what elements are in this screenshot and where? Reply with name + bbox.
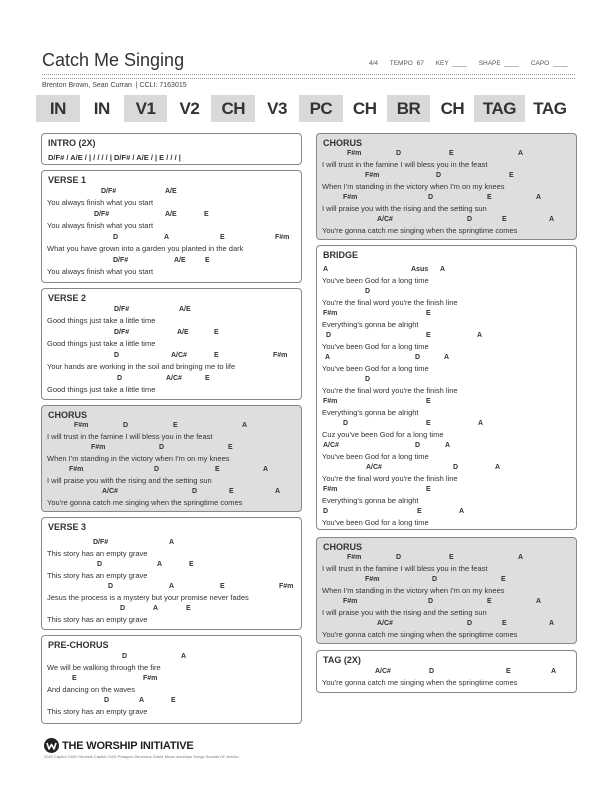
chord: A/C#: [171, 352, 187, 359]
chord: D: [396, 554, 402, 561]
chord: A/E: [165, 211, 177, 218]
chord: D: [428, 598, 434, 605]
verse2-section: [41, 288, 302, 400]
chord: D: [192, 488, 198, 495]
chord: E: [171, 697, 176, 704]
chord: D: [122, 653, 128, 660]
flow-cell: V2: [179, 98, 200, 118]
lyric-line: Jesus the process is a mystery but your promise never fades: [47, 593, 249, 602]
lyric-line: This story has an empty grave: [47, 571, 148, 580]
chord: A: [325, 354, 331, 361]
chord: F#m: [343, 194, 358, 201]
chord: Asus: [411, 266, 429, 273]
chord: F#m: [279, 583, 294, 590]
lyric-line: You're the final word you're the finish line: [322, 386, 458, 395]
chord: E: [189, 561, 194, 568]
section-title: CHORUS: [48, 410, 88, 420]
chord: F#m: [275, 234, 290, 241]
chord: D/F#: [114, 306, 130, 313]
section-title: PRE-CHORUS: [48, 640, 109, 650]
chord: A: [478, 420, 484, 427]
flow-cell: IN: [93, 98, 110, 118]
chord: A: [157, 561, 163, 568]
section-title: TAG (2X): [323, 655, 361, 665]
lyric-line: Your hands are working in the soil and bringing me to life: [47, 362, 236, 371]
divider: [42, 74, 575, 75]
chord: E: [214, 329, 219, 336]
chord: D/F#: [94, 211, 110, 218]
chord: D: [365, 376, 371, 383]
flow-cell: TAG: [474, 95, 524, 122]
chord: A/C#: [323, 442, 339, 449]
lyric-line: Cuz you've been God for a long time: [322, 430, 444, 439]
lyric-line: What you have grown into a garden you planted in the dark: [47, 244, 244, 253]
chord: A: [445, 442, 451, 449]
chord: D/F#: [101, 188, 117, 195]
chord: D/F#: [114, 329, 130, 336]
chord: A/C#: [366, 464, 382, 471]
chord: D: [432, 576, 438, 583]
chord: F#m: [343, 598, 358, 605]
lyric-line: You're gonna catch me singing when the springtime comes: [322, 678, 518, 687]
ccli-number: | CCLI: 7163015: [135, 82, 187, 89]
tempo: TEMPO 67: [389, 60, 424, 67]
chord: F#m: [91, 444, 106, 451]
chord: F#m: [347, 150, 362, 157]
chord: E: [205, 375, 210, 382]
chord: A: [444, 354, 450, 361]
section-title: VERSE 2: [48, 293, 87, 303]
chord: A: [551, 668, 557, 675]
chord: E: [502, 216, 507, 223]
chord: D: [117, 375, 123, 382]
chord: D: [114, 352, 120, 359]
flow-cell: CH: [211, 95, 255, 122]
divider: [42, 78, 575, 79]
chord: A: [440, 266, 446, 273]
chord: E: [72, 675, 77, 682]
chord: E: [426, 332, 431, 339]
chord: D: [108, 583, 114, 590]
flow-cell: CH: [440, 98, 465, 118]
chord: A/C#: [377, 620, 393, 627]
lyric-line: Everything's gonna be alright: [322, 408, 419, 417]
chord: A: [164, 234, 170, 241]
song-meta: [369, 60, 576, 67]
chord: E: [487, 598, 492, 605]
chord: A: [459, 508, 465, 515]
chord: D/F#: [113, 257, 129, 264]
time-signature: 4/4: [369, 60, 379, 67]
lyric-line: You've been God for a long time: [322, 518, 429, 527]
chord: A: [263, 466, 269, 473]
chord: F#m: [273, 352, 288, 359]
worship-initiative-logo-icon: [44, 738, 59, 753]
chord: E: [204, 211, 209, 218]
verse3-section: [41, 517, 302, 630]
lyric-line: You've been God for a long time: [322, 342, 429, 351]
lyric-line: Good things just take a little time: [47, 316, 156, 325]
lyric-line: When I'm standing in the victory when I'm on my knees: [322, 586, 505, 595]
chord: A: [139, 697, 145, 704]
chord: A: [536, 598, 542, 605]
chord: D: [415, 354, 421, 361]
lyric-line: I will trust in the famine I will bless you in the feast: [47, 432, 213, 441]
section-title: INTRO (2X): [48, 138, 96, 148]
chord: A/E: [165, 188, 177, 195]
lyric-line: This story has an empty grave: [47, 549, 148, 558]
chorus-section: [316, 537, 577, 644]
lyric-line: When I'm standing in the victory when I'm on my knees: [322, 182, 505, 191]
chord: D: [428, 194, 434, 201]
chord: E: [509, 172, 514, 179]
chord: D: [467, 216, 473, 223]
chord: D: [323, 508, 329, 515]
song-title: Catch Me Singing: [42, 50, 185, 70]
lyric-line: You've been God for a long time: [322, 276, 429, 285]
lyric-line: You always finish what you start: [47, 198, 154, 207]
chord: A: [549, 620, 555, 627]
chord: D: [436, 172, 442, 179]
chord: E: [426, 486, 431, 493]
authors-names: Brenton Brown, Sean Curran: [42, 82, 132, 89]
lyric-line: I will trust in the famine I will bless you in the feast: [322, 564, 488, 573]
lyric-line: You're gonna catch me singing when the springtime comes: [322, 630, 518, 639]
chord: F#m: [323, 310, 338, 317]
chord: F#m: [74, 422, 89, 429]
flow-cell: V1: [124, 95, 168, 122]
intro-section: [41, 133, 302, 165]
brand-name: THE WORSHIP INITIATIVE: [62, 739, 194, 752]
song-authors: [42, 82, 187, 89]
lyric-line: You're the final word you're the finish line: [322, 474, 458, 483]
chorus-section: [41, 405, 302, 512]
chord: A: [275, 488, 281, 495]
chord: A: [169, 583, 175, 590]
chord: F#m: [347, 554, 362, 561]
chord: D: [415, 442, 421, 449]
chord: E: [205, 257, 210, 264]
flow-cell: CH: [352, 98, 377, 118]
copyright-notice: 2020 Capitol CMG Genesis Capitol CMG Paragon Generous Grace Music worships Songs Sounds Of Jericho: [44, 754, 239, 759]
chorus-section: [316, 133, 577, 240]
lyric-line: You're the final word you're the finish line: [322, 298, 458, 307]
key-field: KEY ____: [435, 60, 467, 67]
chord: A: [536, 194, 542, 201]
lyric-line: When I'm standing in the victory when I'm on my knees: [47, 454, 230, 463]
chord: A/C#: [377, 216, 393, 223]
chord: D: [429, 668, 435, 675]
lyric-line: And dancing on the waves: [47, 685, 135, 694]
lyric-line: This story has an empty grave: [47, 615, 148, 624]
chord: D: [120, 605, 126, 612]
brand-logo: [44, 738, 193, 753]
chord: A: [181, 653, 187, 660]
chord: E: [506, 668, 511, 675]
song-flow-bar: [36, 95, 575, 122]
chord: D: [453, 464, 459, 471]
chord: E: [229, 488, 234, 495]
flow-cell: V3: [267, 98, 287, 118]
chord: D: [154, 466, 160, 473]
lyric-line: You're gonna catch me singing when the springtime comes: [322, 226, 518, 235]
chord: E: [220, 583, 225, 590]
lyric-line: I will praise you with the rising and the setting sun: [322, 608, 487, 617]
chord: A: [169, 539, 175, 546]
lyric-line: I will praise you with the rising and the setting sun: [322, 204, 487, 213]
chord: E: [502, 620, 507, 627]
chord: F#m: [143, 675, 158, 682]
chord: D: [467, 620, 473, 627]
flow-cell: TAG: [533, 98, 567, 118]
chord: A/C#: [166, 375, 182, 382]
chord: D/F#: [93, 539, 109, 546]
chord: E: [487, 194, 492, 201]
tag-section: [316, 650, 577, 693]
lyric-line: You always finish what you start: [47, 221, 154, 230]
flow-cell: IN: [36, 95, 80, 122]
capo-field: CAPO ____: [530, 60, 568, 67]
chord: D: [396, 150, 402, 157]
chord: D: [343, 420, 349, 427]
chord: A: [495, 464, 501, 471]
chord: A: [518, 554, 524, 561]
lyric-line: You're gonna catch me singing when the springtime comes: [47, 498, 243, 507]
lyric-line: Good things just take a little time: [47, 339, 156, 348]
chord: E: [426, 420, 431, 427]
chord: A: [477, 332, 483, 339]
chord: A/C#: [102, 488, 118, 495]
chord: E: [426, 310, 431, 317]
chord: A/C#: [375, 668, 391, 675]
chord: A: [518, 150, 524, 157]
chord: F#m: [323, 486, 338, 493]
chord: A: [153, 605, 159, 612]
chord: F#m: [365, 172, 380, 179]
chord: E: [173, 422, 178, 429]
bridge-section: [316, 245, 577, 530]
chord: A/E: [179, 306, 191, 313]
section-title: VERSE 1: [48, 175, 87, 185]
chord: A/E: [174, 257, 186, 264]
lyric-line: We will be walking through the fire: [47, 663, 161, 672]
chord: E: [215, 466, 220, 473]
verse1-section: [41, 170, 302, 283]
chord: A: [323, 266, 329, 273]
flow-cell: BR: [387, 95, 431, 122]
chord: E: [449, 150, 454, 157]
chord: E: [228, 444, 233, 451]
intro-chord-line: D/F# / A/E / | / / / / | D/F# / A/E / | E / / / |: [48, 153, 181, 162]
chord: A: [549, 216, 555, 223]
chord: D: [113, 234, 119, 241]
chord: D: [365, 288, 371, 295]
lyric-line: You've been God for a long time: [322, 452, 429, 461]
chord: E: [501, 576, 506, 583]
lyric-line: You always finish what you start: [47, 267, 154, 276]
lyric-line: This story has an empty grave: [47, 707, 148, 716]
chord: E: [220, 234, 225, 241]
chord: E: [186, 605, 191, 612]
chord: D: [97, 561, 103, 568]
flow-cell: PC: [299, 95, 343, 122]
lyric-line: Good things just take a little time: [47, 385, 156, 394]
lyric-line: You've been God for a long time: [322, 364, 429, 373]
chord: E: [417, 508, 422, 515]
chord: D: [159, 444, 165, 451]
chord: A/E: [177, 329, 189, 336]
chord: D: [123, 422, 129, 429]
section-title: BRIDGE: [323, 250, 359, 260]
prechorus-section: [41, 635, 302, 724]
section-title: VERSE 3: [48, 522, 87, 532]
lyric-line: Everything's gonna be alright: [322, 320, 419, 329]
lyric-line: I will praise you with the rising and the setting sun: [47, 476, 212, 485]
chord: A: [242, 422, 248, 429]
lyric-line: I will trust in the famine I will bless you in the feast: [322, 160, 488, 169]
section-title: CHORUS: [323, 138, 363, 148]
chord: E: [214, 352, 219, 359]
chord: D: [104, 697, 110, 704]
chord: F#m: [69, 466, 84, 473]
chord: E: [449, 554, 454, 561]
lyric-line: Everything's gonna be alright: [322, 496, 419, 505]
chord: E: [426, 398, 431, 405]
chord: F#m: [365, 576, 380, 583]
shape-field: SHAPE ____: [478, 60, 519, 67]
chord: F#m: [323, 398, 338, 405]
chord: D: [326, 332, 332, 339]
section-title: CHORUS: [323, 542, 363, 552]
